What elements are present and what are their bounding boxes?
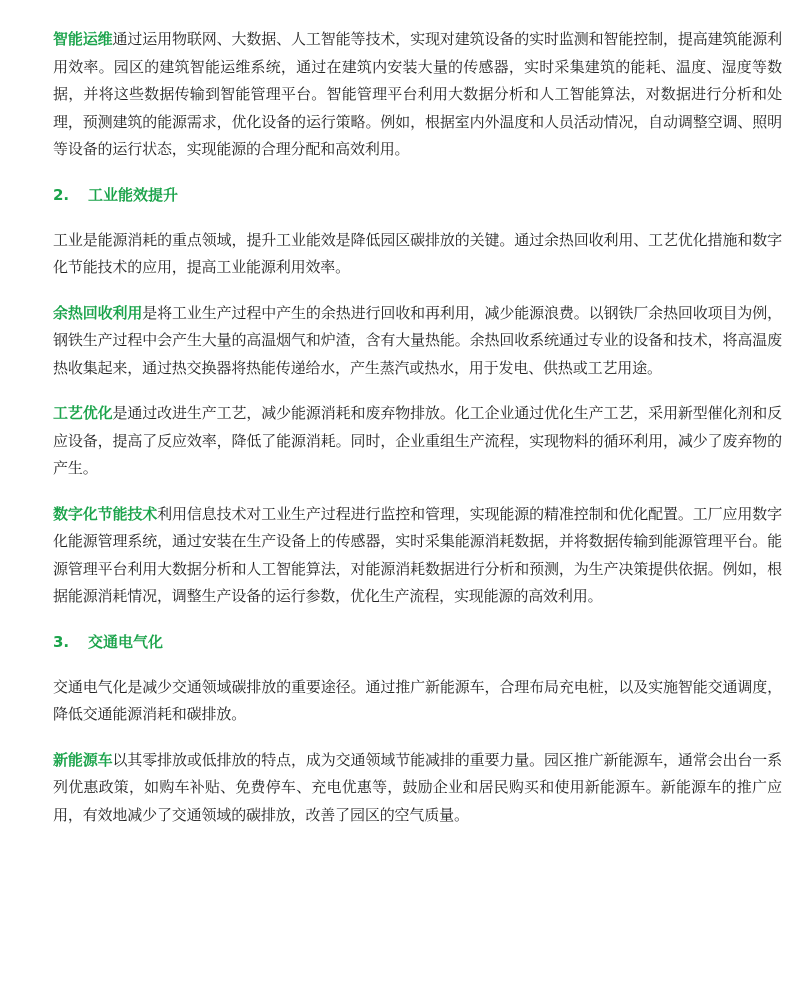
paragraph-text: 交通电气化是减少交通领域碳排放的重要途径。通过推广新能源车，合理布局充电桩，以及实施智能交通调度，降低交通能源消耗和碳排放。 — [53, 677, 782, 723]
paragraph-smart-operation — [53, 26, 782, 164]
paragraph-new-energy-vehicles — [53, 747, 782, 830]
paragraph-text: 以其零排放或低排放的特点，成为交通领域节能减排的重要力量。园区推广新能源车，通常会出台一系列优惠政策，如购车补贴、免费停车、充电优惠等，鼓励企业和居民购买和使用新能源车。新能源车的推广应用，有效地减少了交通领域的碳排放，改善了园区的空气质量。 — [53, 750, 782, 824]
paragraph-waste-heat-recovery — [53, 300, 782, 383]
paragraph-lead-term: 余热回收利用 — [53, 303, 143, 322]
paragraph-lead-term: 工艺优化 — [53, 404, 113, 422]
paragraph-lead-term: 新能源车 — [53, 750, 113, 769]
paragraph-text: 通过运用物联网、大数据、人工智能等技术，实现对建筑设备的实时监测和智能控制，提高建筑能源利用效率。园区的建筑智能运维系统，通过在建筑内安装大量的传感器，实时采集建筑的能耗、温度、湿度等数据，并将这些数据传输到智能管理平台。智能管理平台利用大数据分析和人工智能算法，对数据进行分析和处理，预测建筑的能源需求，优化设备的运行策略。例如，根据室内外温度和人员活动情况，自动调整空调、照明等设备的运行状态，实现能源的合理分配和高效利用。 — [53, 30, 782, 158]
section-heading-transport-electrification — [53, 629, 782, 656]
paragraph-text: 是将工业生产过程中产生的余热进行回收和再利用，减少能源浪费。以钢铁厂余热回收项目为例，钢铁生产过程中会产生大量的高温烟气和炉渣，含有大量热能。余热回收系统通过专业的设备和技术，将高温废热收集起来，通过热交换器将热能传递给水，产生蒸汽或热水，用于发电、供热或工艺用途。 — [53, 303, 782, 377]
section-title: 工业能效提升 — [88, 185, 179, 204]
section-number: 3. — [53, 632, 70, 651]
paragraph-text: 工业是能源消耗的重点领域，提升工业能效是降低园区碳排放的关键。通过余热回收利用、工艺优化措施和数字化节能技术的应用，提高工业能源利用效率。 — [53, 230, 782, 276]
paragraph-transport-intro — [53, 674, 782, 729]
paragraph-lead-term: 智能运维 — [53, 30, 113, 48]
paragraph-lead-term: 数字化节能技术 — [53, 504, 158, 523]
paragraph-industrial-intro — [53, 227, 782, 282]
paragraph-digital-energy-saving — [53, 501, 782, 611]
paragraph-process-optimization — [53, 400, 782, 483]
paragraph-text: 是通过改进生产工艺，减少能源消耗和废弃物排放。化工企业通过优化生产工艺，采用新型催化剂和反应设备，提高了反应效率，降低了能源消耗。同时，企业重组生产流程，实现物料的循环利用，减少了废弃物的产生。 — [53, 404, 782, 477]
section-number: 2. — [53, 185, 70, 204]
paragraph-text: 利用信息技术对工业生产过程进行监控和管理，实现能源的精准控制和优化配置。工厂应用数字化能源管理系统，通过安装在生产设备上的传感器，实时采集能源消耗数据，并将数据传输到能源管理平台。能源管理平台利用大数据分析和人工智能算法，对能源消耗数据进行分析和预测，为生产决策提供依据。例如，根据能源消耗情况，调整生产设备的运行参数，优化生产流程，实现能源的高效利用。 — [53, 504, 782, 605]
section-title: 交通电气化 — [88, 632, 164, 651]
section-heading-industrial-efficiency — [53, 182, 782, 209]
